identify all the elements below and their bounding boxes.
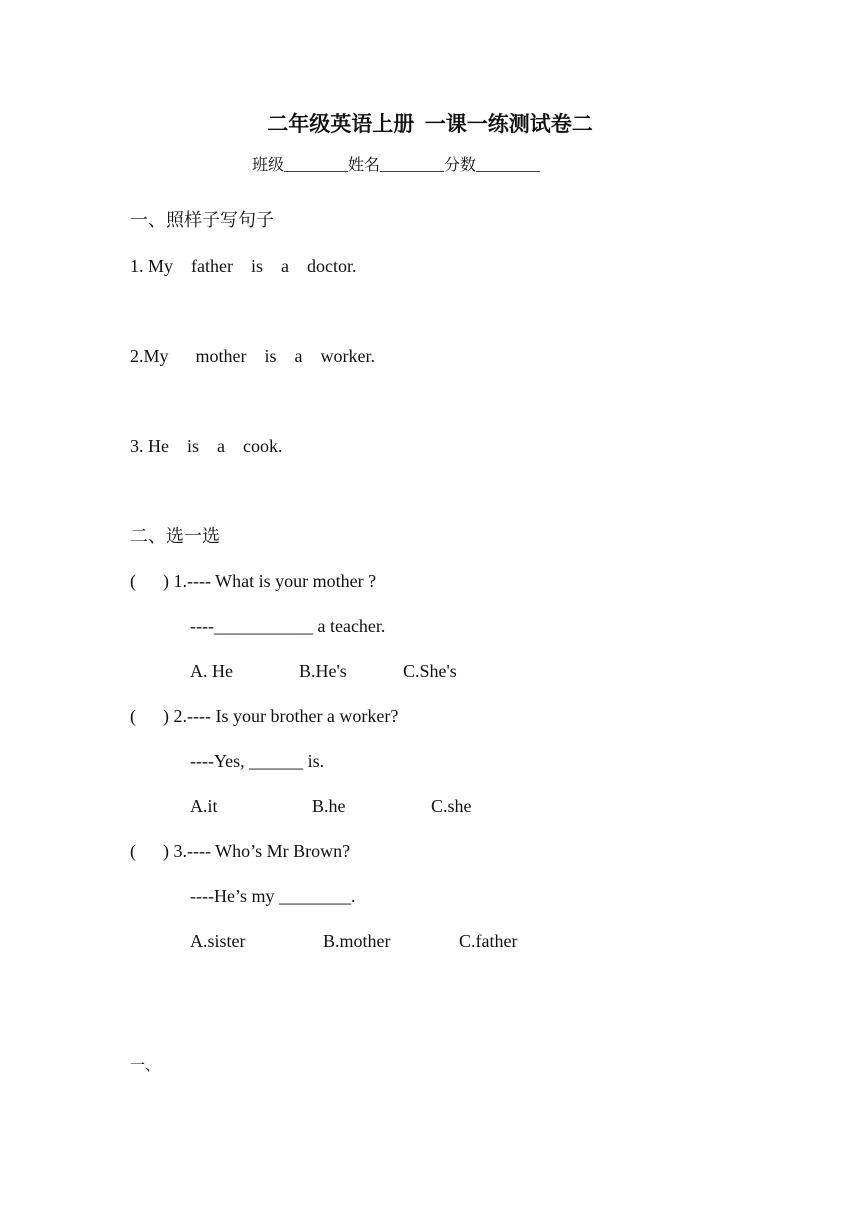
section1-item-2: 2.My mother is a worker. — [130, 346, 375, 366]
worksheet-title: 二年级英语上册 一课一练测试卷二 — [267, 112, 593, 136]
question-1-option-c: C.She's — [403, 661, 457, 681]
question-3-option-a: A.sister — [190, 931, 246, 951]
section2-heading: 二、选一选 — [130, 526, 220, 546]
question-3-option-b: B.mother — [323, 931, 391, 951]
question-2-stem: ( ) 2.---- Is your brother a worker? — [130, 706, 399, 726]
question-3-stem: ( ) 3.---- Who’s Mr Brown? — [130, 841, 351, 861]
question-2-option-b: B.he — [312, 796, 346, 816]
question-2-answer: ----Yes, ______ is. — [190, 751, 325, 771]
question-3-option-c: C.father — [459, 931, 518, 951]
question-2-option-c: C.she — [431, 796, 472, 816]
question-1-option-b: B.He's — [299, 661, 347, 681]
question-1-stem: ( ) 1.---- What is your mother ? — [130, 571, 377, 591]
section1-item-3: 3. He is a cook. — [130, 436, 283, 456]
question-3-answer: ----He’s my ________. — [190, 886, 356, 906]
section1-item-1: 1. My father is a doctor. — [130, 256, 357, 276]
student-info-line: 班级________姓名________分数________ — [252, 157, 541, 174]
question-2-option-a: A.it — [190, 796, 218, 816]
section1-heading: 一、照样子写句子 — [130, 210, 274, 230]
question-1-answer: ----___________ a teacher. — [190, 616, 386, 636]
footer-fragment: 一、 — [130, 1058, 161, 1074]
question-1-option-a: A. He — [190, 661, 233, 681]
